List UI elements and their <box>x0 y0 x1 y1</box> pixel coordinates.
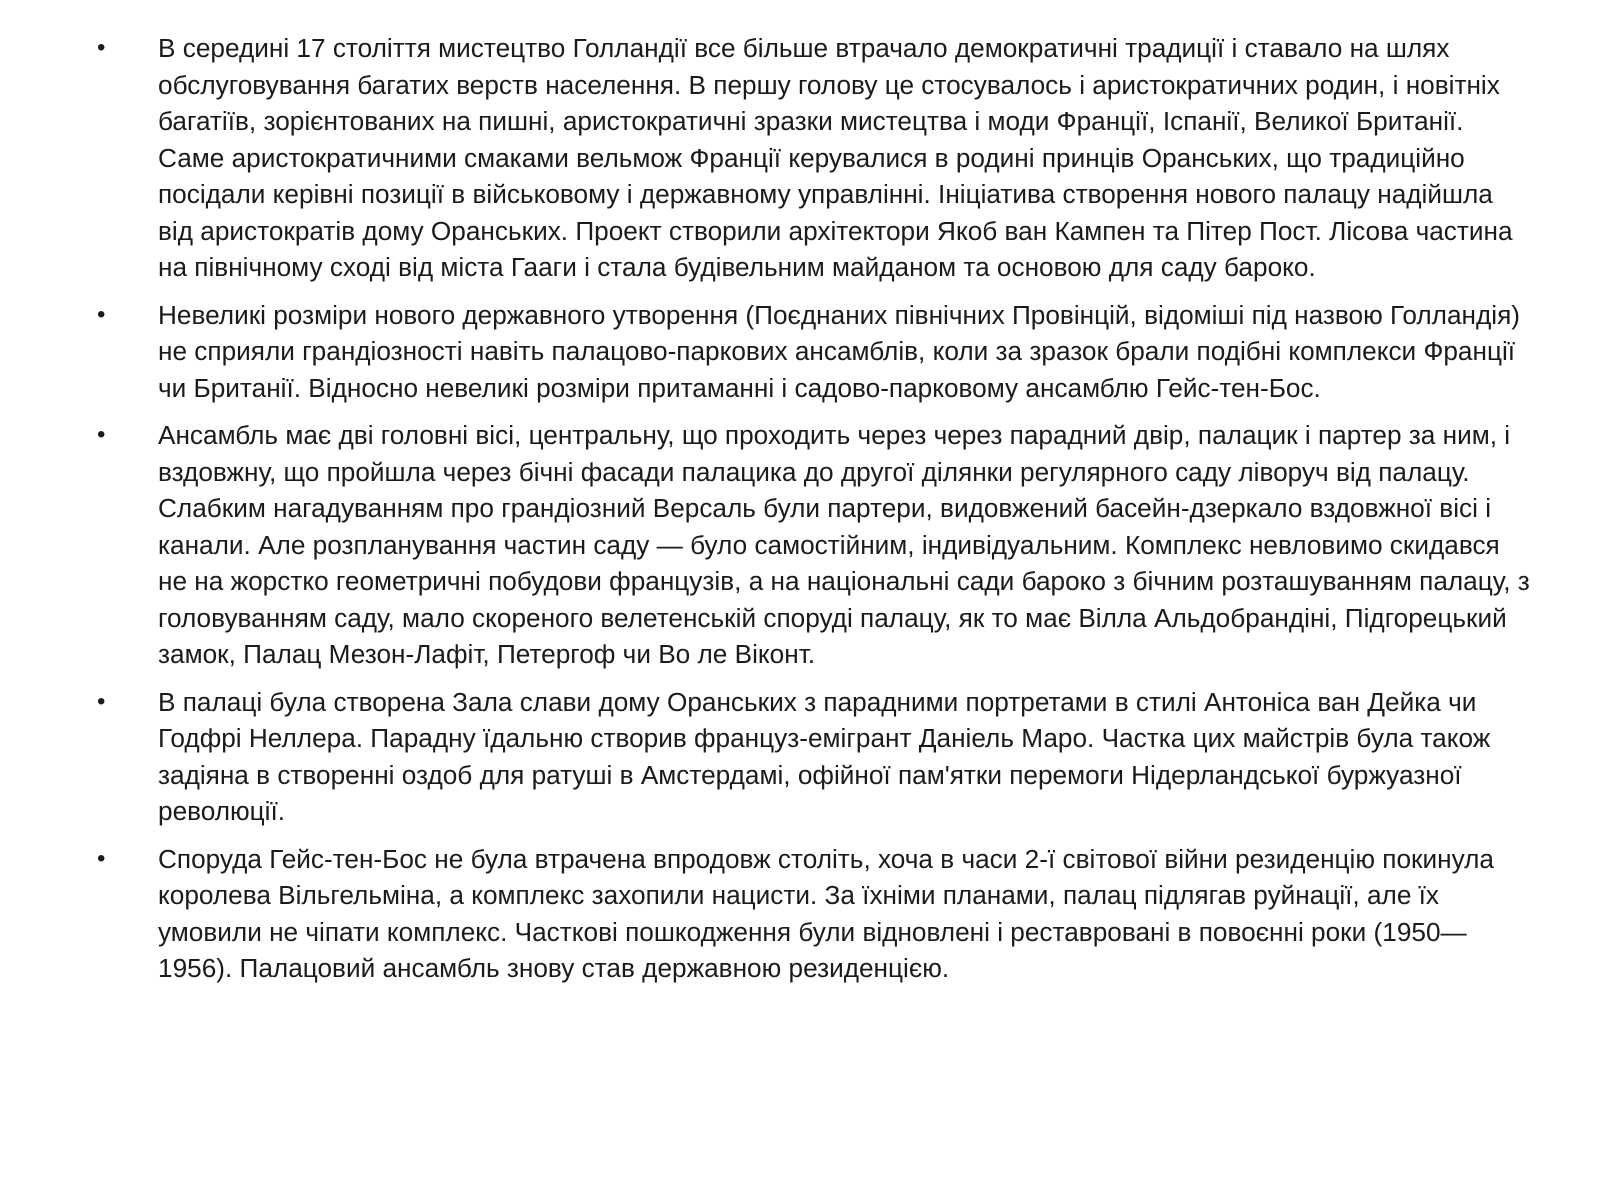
paragraph-text: В палаці була створена Зала слави дому Оранських з парадними портретами в стилі Антоніса ван Дейка чи Годфрі Неллера. Парадну їдальню створив француз-емігрант Даніель Маро. Частка цих майстрів була також задіяна в створенні оздоб для ратуші в Амстердамі, офійної пам'ятки перемоги Нідерландської буржуазної революції. <box>158 686 1491 826</box>
bullet-item <box>94 297 1534 407</box>
bullet-item <box>94 684 1534 830</box>
bullet-icon: • <box>97 421 106 448</box>
bullet-item <box>94 417 1534 673</box>
paragraph-text: Невеликі розміри нового державного утворення (Поєднаних північних Провінцій, відоміші під назвою Голландія) не сприяли грандіозності навіть палацово-паркових ансамблів, коли за зразок брали подібні комплекси Франції чи Британії. Відносно невеликі розміри притаманні і садово-парковому ансамблю Гейс-тен-Бос. <box>158 299 1520 403</box>
bullet-icon: • <box>97 844 106 872</box>
bullet-icon: • <box>97 300 106 328</box>
paragraph-text: В середині 17 століття мистецтво Голландії все більше втрачало демократичні традиції і ставало на шлях обслуговування багатих верств населення. В першу голову це стосувалось і аристократичних родин, і новітніх багатіїв, зорієнтованих на пишні, аристократичні зразки мистецтва і моди Франції, Іспанії, Великої Британії. Саме аристократичними смаками вельмож Франції керувалися в родині принців Оранських, що традиційно посідали керівні позиції в військовому і державному управлінні. Ініціатива створення нового палацу надійшла від аристократів дому Оранських. Проект створили архітектори Якоб ван Кампен та Пітер Пост. Лісова частина на північному сході від міста Гааги і стала будівельним майданом та основою для саду бароко. <box>158 33 1513 282</box>
paragraph-text: Ансамбль має дві головні вісі, центральну, що проходить через через парадний двір, палацик і партер за ним, і вздовжну, що пройшла через бічні фасади палацика до другої ділянки регулярного саду ліворуч від палацу. Слабким нагадуванням про грандіозний Версаль були партери, видовжений басейн-дзеркало вздовжної вісі і канали. Але розпланування частин саду — було самостійним, індивідуальним. Комплекс невловимо скидався не на жорстко геометричні побудови французів, а на національні сади бароко з бічним розташуванням палацу, з головуванням саду, мало скореного велетенській споруді палацу, як то має Вілла Альдобрандіні, Підгорецький замок, Палац Мезон-Лафіт, Петергоф чи Во ле Віконт. <box>158 420 1530 669</box>
bullet-icon: • <box>97 687 106 715</box>
bullet-item <box>94 841 1534 987</box>
bullet-icon: • <box>97 34 106 61</box>
bullet-list <box>94 30 1534 998</box>
paragraph-text: Споруда Гейс-тен-Бос не була втрачена впродовж століть, хоча в часи 2-ї світової війни резиденцію покинула королева Вільгельміна, а комплекс захопили нацисти. За їхніми планами, палац підлягав руйнації, але їх умовили не чіпати комплекс. Часткові пошкодження були відновлені і реставровані в повоєнні роки (1950—1956). Палацовий ансамбль знову став державною резиденцією. <box>158 843 1494 983</box>
bullet-item <box>94 30 1534 286</box>
